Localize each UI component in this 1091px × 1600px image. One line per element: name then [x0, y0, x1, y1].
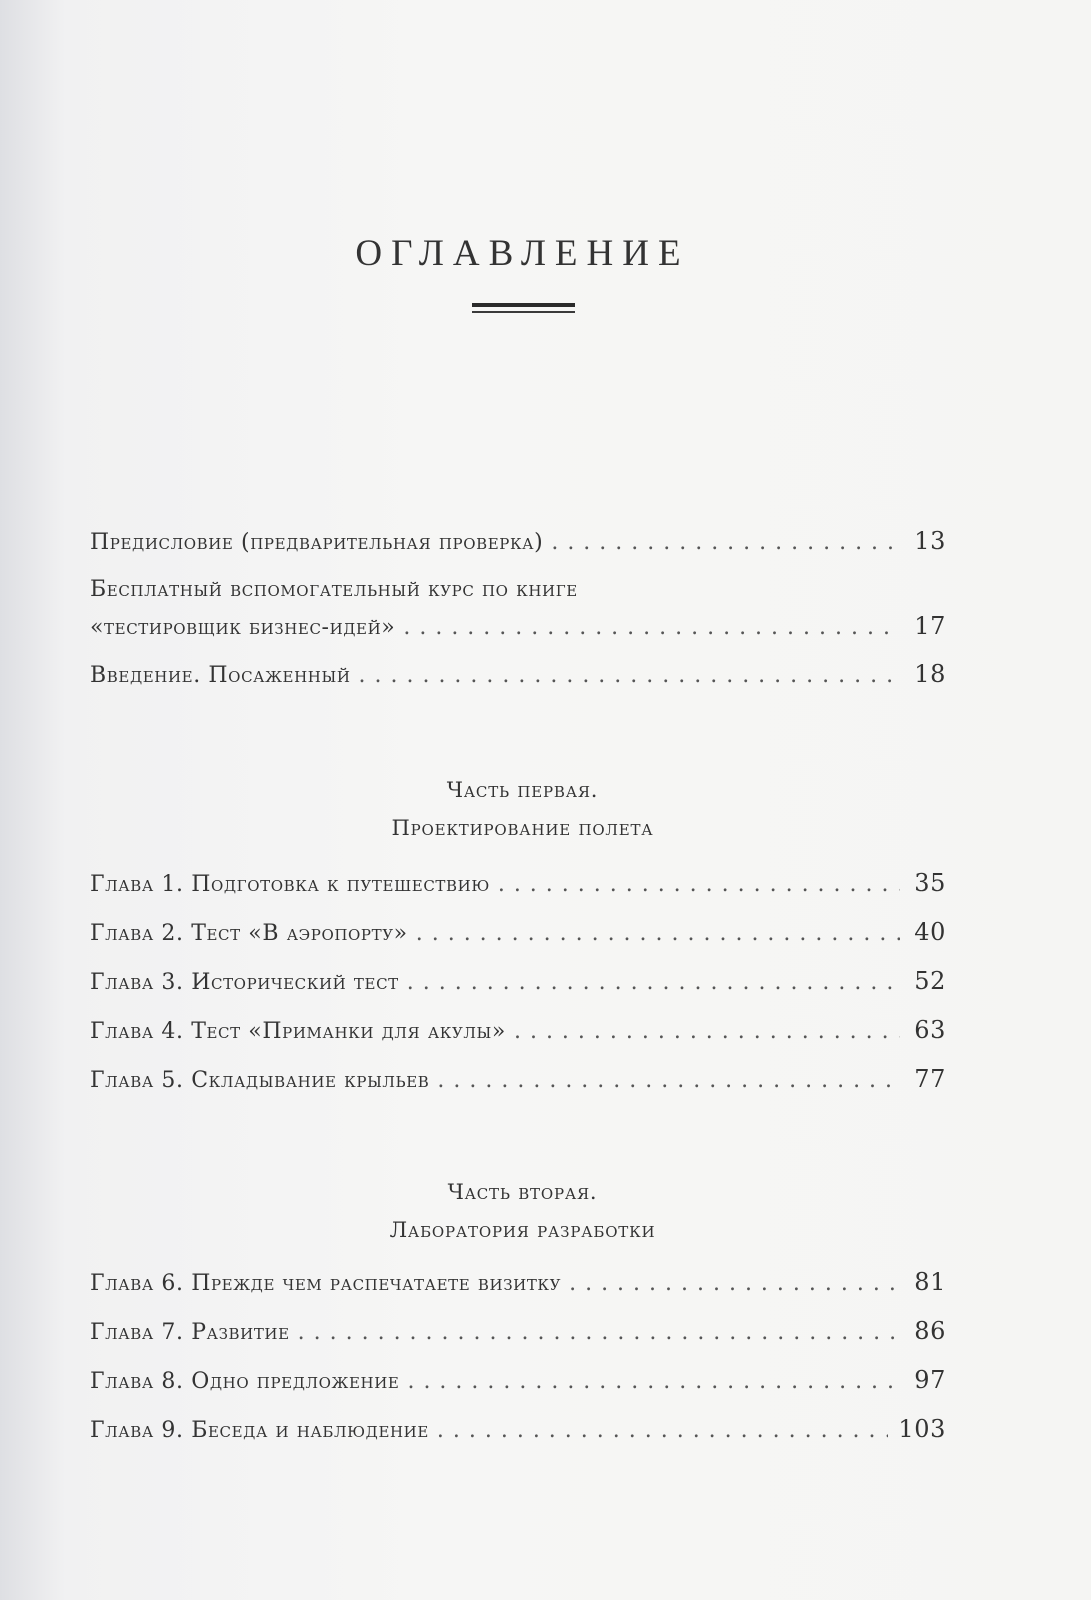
toc-entry-text: Глава 2. Тест «В аэропорту» — [90, 921, 408, 946]
toc-entry-text: Введение. Посаженный — [90, 663, 351, 688]
toc-entry-page: 13 — [914, 527, 946, 555]
toc-entry-page: 103 — [898, 1415, 946, 1443]
toc-entry-page: 63 — [914, 1016, 946, 1044]
toc-entry-chapter-3[interactable] — [90, 967, 946, 997]
toc-entry-text: Глава 7. Развитие — [90, 1320, 290, 1345]
part-one-label: Часть первая. — [446, 778, 599, 802]
toc-entry-text: Предисловие (предварительная проверка) — [90, 530, 544, 555]
toc-entry-chapter-2[interactable] — [90, 918, 946, 948]
toc-entry-chapter-8[interactable] — [90, 1366, 946, 1396]
part-two-heading — [0, 1173, 1045, 1249]
dot-leader — [498, 871, 900, 899]
part-two-title: Лаборатория разработки — [389, 1218, 656, 1242]
dot-leader — [298, 1319, 900, 1347]
title-rule-thin — [472, 311, 575, 313]
toc-entry-chapter-4[interactable] — [90, 1016, 946, 1046]
dot-leader — [416, 920, 900, 948]
toc-entry-chapter-1[interactable] — [90, 869, 946, 899]
toc-entry-text: «тестировщик бизнес-идей» — [90, 615, 396, 640]
toc-entry-text: Глава 3. Исторический тест — [90, 970, 399, 995]
toc-entry-chapter-6[interactable] — [90, 1268, 946, 1298]
toc-entry-text-line1: Бесплатный вспомогательный курс по книге — [90, 577, 578, 602]
part-one-title: Проектирование полета — [391, 816, 654, 840]
dot-leader — [407, 969, 900, 997]
part-one-heading — [0, 771, 1045, 847]
toc-entry-chapter-7[interactable] — [90, 1317, 946, 1347]
dot-leader — [551, 529, 900, 557]
dot-leader — [437, 1067, 900, 1095]
toc-entry-text: Глава 1. Подготовка к путешествию — [90, 872, 490, 897]
toc-entry-chapter-9[interactable] — [90, 1415, 946, 1445]
toc-entry-page: 81 — [914, 1268, 946, 1296]
toc-entry-text: Глава 9. Беседа и наблюдение — [90, 1418, 429, 1443]
part-two-label: Часть вторая. — [447, 1180, 598, 1204]
toc-entry-page: 97 — [914, 1366, 946, 1394]
toc-entry-page: 17 — [914, 612, 946, 640]
page-title: ОГЛАВЛЕНИЕ — [355, 233, 690, 274]
dot-leader — [407, 1368, 900, 1396]
toc-entry-page: 40 — [914, 918, 946, 946]
toc-entry-page: 35 — [914, 869, 946, 897]
toc-entry-page: 52 — [914, 967, 946, 995]
toc-entry-text: Глава 8. Одно предложение — [90, 1369, 400, 1394]
toc-entry-free-course[interactable] — [90, 576, 946, 642]
toc-entry-introduction[interactable] — [90, 660, 946, 690]
toc-entry-page: 18 — [914, 660, 946, 688]
dot-leader — [514, 1018, 900, 1046]
dot-leader — [569, 1270, 900, 1298]
toc-entry-text: Глава 5. Складывание крыльев — [90, 1068, 430, 1093]
toc-entry-preface[interactable] — [90, 527, 946, 557]
dot-leader — [403, 614, 900, 642]
toc-entry-page: 77 — [914, 1065, 946, 1093]
dot-leader — [437, 1417, 888, 1445]
dot-leader — [359, 662, 900, 690]
title-rule-thick — [472, 303, 575, 307]
toc-entry-text: Глава 6. Прежде чем распечатаете визитку — [90, 1271, 562, 1296]
toc-entry-text: Глава 4. Тест «Приманки для акулы» — [90, 1019, 506, 1044]
toc-entry-page: 86 — [914, 1317, 946, 1345]
toc-entry-chapter-5[interactable] — [90, 1065, 946, 1095]
